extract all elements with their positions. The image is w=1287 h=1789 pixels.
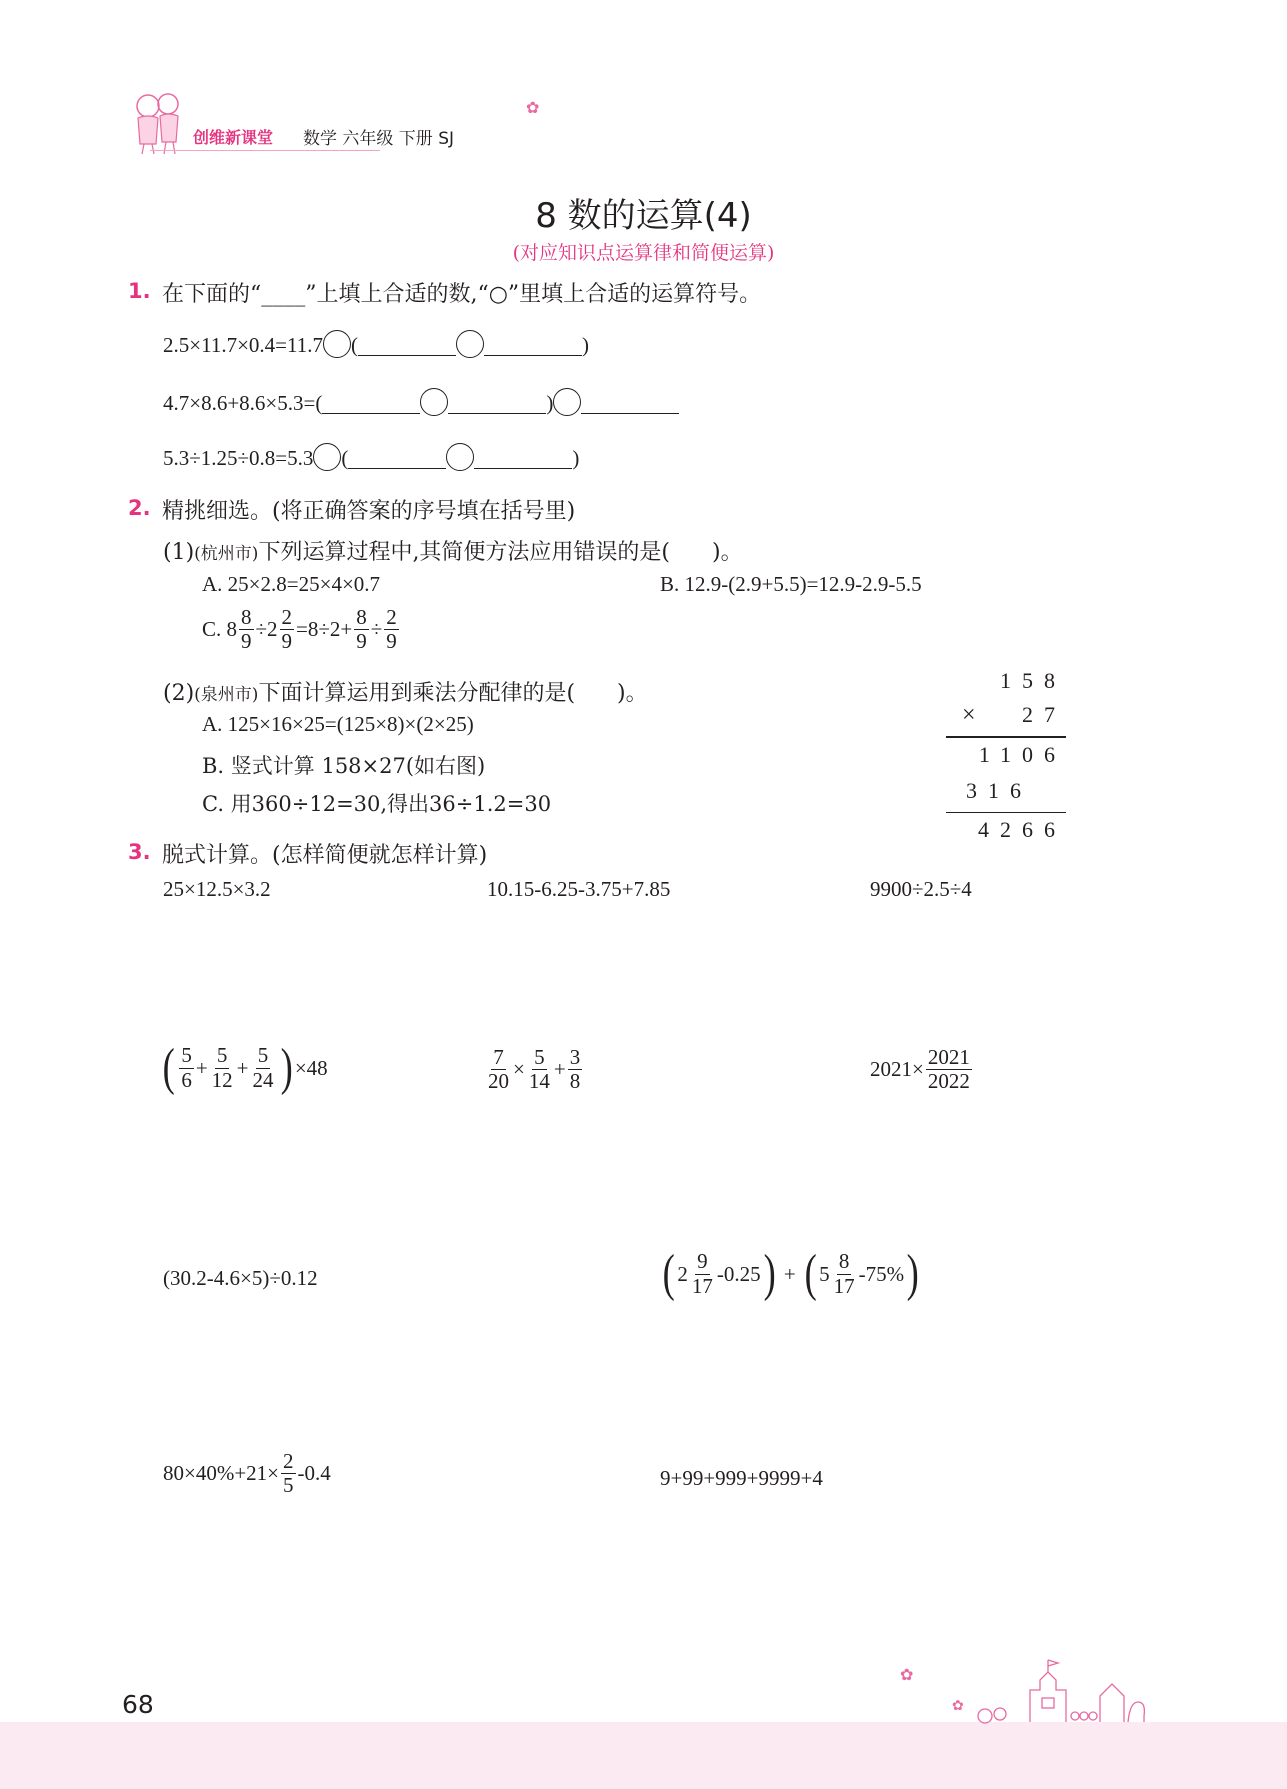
numerator: 5 (181, 1043, 192, 1068)
denominator: 12 (211, 1067, 233, 1092)
denominator: 6 (181, 1067, 192, 1092)
numerator: 7 (493, 1045, 504, 1069)
answer-blank[interactable] (358, 333, 456, 356)
numerator: 5 (216, 1043, 228, 1068)
sub-question-2 (163, 676, 648, 707)
fraction (690, 1250, 715, 1297)
paren: ) (763, 1245, 776, 1302)
whole-part: 5 (819, 1261, 830, 1286)
source-tag: (泉州市) (194, 685, 259, 705)
operator: × (513, 1057, 525, 1082)
operator: + (236, 1055, 249, 1080)
paren: )。 (617, 681, 648, 706)
answer-blank[interactable] (474, 446, 572, 469)
page-number: 68 (122, 1690, 154, 1719)
brand-name: 创维新课堂 (193, 128, 274, 147)
fraction (926, 1046, 972, 1093)
option-text: =8÷2+ (296, 617, 353, 642)
denominator: 5 (283, 1473, 294, 1498)
paren: ( (315, 391, 323, 415)
sub-question-text: 下列运算过程中,其简便方法应用错误的是( (258, 540, 671, 565)
fraction (354, 606, 369, 653)
expression-text: -0.25 (716, 1261, 761, 1286)
denominator: 24 (252, 1067, 274, 1092)
option-c (202, 606, 401, 653)
paren: ) (280, 1039, 293, 1096)
question-number: 2. (128, 496, 151, 520)
header-illustration (128, 88, 188, 156)
denominator: 17 (691, 1273, 713, 1298)
castle-illustration (880, 1650, 1170, 1726)
expression-text: 2021× (870, 1057, 924, 1082)
fraction (568, 1046, 583, 1093)
subject-line: 数学 六年级 下册 SJ (303, 129, 455, 149)
calc-expression-3: 9900÷2.5÷4 (870, 877, 972, 901)
vc-result: 4266 (978, 817, 1066, 842)
page-title: 8 数的运算(4) (535, 196, 752, 236)
calc-expression-8 (660, 1245, 921, 1302)
denominator: 8 (569, 1069, 581, 1094)
fraction (281, 1450, 296, 1497)
paren: ( (662, 1245, 675, 1302)
sub-label: (1) (163, 540, 195, 565)
option-a: A. 125×16×25=(125×8)×(2×25) (202, 712, 474, 736)
numerator: 2 (386, 605, 397, 629)
operator: + (195, 1055, 208, 1080)
paren: ) (546, 391, 554, 415)
paren: ) (906, 1245, 919, 1302)
sub-question-text: 下面计算运用到乘法分配律的是( (258, 681, 576, 706)
calc-expression-5 (484, 1046, 584, 1093)
flower-icon: ✿ (526, 98, 540, 117)
calc-expression-2: 10.15-6.25-3.75+7.85 (487, 877, 671, 901)
sub-question-1 (163, 535, 743, 566)
paren: ( (350, 333, 358, 357)
times-sign: × (962, 702, 976, 728)
question-prompt: 在下面的“____”上填上合适的数,“○”里填上合适的运算符号。 (162, 282, 762, 307)
fraction (832, 1250, 857, 1297)
answer-blank[interactable] (348, 446, 446, 469)
svg-text:✿: ✿ (952, 1698, 964, 1714)
expression-text: 4.7×8.6+8.6×5.3= (163, 391, 316, 415)
svg-text:✿: ✿ (900, 1665, 914, 1684)
vc-multiplier: 27 (1022, 702, 1066, 727)
fraction (179, 1044, 194, 1091)
calc-expression-6 (870, 1046, 974, 1093)
answer-blank[interactable] (484, 333, 582, 356)
numerator: 2 (283, 1449, 294, 1473)
expression-text: ×48 (294, 1055, 328, 1080)
fraction (384, 606, 399, 653)
vc-partial-1: 1106 (978, 741, 1066, 767)
operator-circle[interactable] (420, 388, 448, 416)
denominator: 9 (281, 629, 293, 654)
option-text: C. 8 (202, 617, 238, 642)
question-number: 3. (128, 840, 151, 864)
sub-label: (2) (163, 681, 195, 706)
numerator: 2 (281, 605, 293, 629)
page-subtitle: (对应知识点运算律和简便运算) (512, 242, 775, 264)
answer-blank[interactable] (322, 391, 420, 414)
denominator: 2022 (927, 1069, 970, 1094)
option-b: B. 12.9-(2.9+5.5)=12.9-2.9-5.5 (660, 572, 922, 596)
expression-text: 2.5×11.7×0.4=11.7 (163, 333, 323, 357)
fraction (210, 1044, 235, 1091)
vc-multiplicand: 158 (1000, 668, 1066, 693)
expression-text: -0.4 (297, 1461, 331, 1486)
numerator: 8 (838, 1249, 850, 1274)
vc-multiplier-row (946, 702, 1066, 736)
question-prompt: 精挑细选。(将正确答案的序号填在括号里) (162, 499, 576, 524)
paren: ( (162, 1039, 175, 1096)
fraction (486, 1046, 511, 1093)
denominator: 9 (241, 629, 252, 654)
denominator: 9 (356, 629, 367, 654)
operator-circle[interactable] (456, 330, 484, 358)
source-tag: (杭州市) (194, 544, 259, 564)
calc-expression-7: (30.2-4.6×5)÷0.12 (163, 1266, 318, 1290)
option-b: B. 竖式计算 158×27(如右图) (202, 754, 486, 778)
numerator: 2021 (927, 1045, 970, 1069)
fill-line-3 (163, 443, 579, 471)
denominator: 20 (488, 1069, 509, 1094)
calc-expression-10: 9+99+999+9999+4 (660, 1466, 823, 1490)
fraction (239, 606, 254, 653)
expression-text: -75% (858, 1261, 905, 1286)
question-prompt: 脱式计算。(怎样简便就怎样计算) (162, 843, 488, 868)
calc-expression-9 (163, 1450, 331, 1497)
denominator: 9 (386, 629, 397, 654)
header-divider (150, 150, 380, 151)
fraction (251, 1044, 276, 1091)
footer-band (0, 1722, 1287, 1789)
paren: ) (581, 333, 589, 357)
option-text: ÷2 (255, 617, 278, 642)
numerator: 3 (569, 1045, 581, 1069)
fraction (527, 1046, 552, 1093)
answer-blank[interactable] (448, 391, 546, 414)
option-c: C. 用360÷12=30,得出36÷1.2=30 (202, 792, 552, 816)
answer-blank[interactable] (581, 391, 679, 414)
calc-expression-4 (160, 1039, 328, 1096)
fill-line-2 (163, 388, 679, 416)
numerator: 8 (356, 605, 367, 629)
operator-circle[interactable] (446, 443, 474, 471)
operator-circle[interactable] (313, 443, 341, 471)
operator-circle[interactable] (323, 330, 351, 358)
operator-circle[interactable] (553, 388, 581, 416)
numerator: 5 (257, 1043, 269, 1068)
option-a: A. 25×2.8=25×4×0.7 (202, 572, 381, 596)
paren: ( (341, 446, 349, 470)
numerator: 5 (534, 1045, 545, 1069)
fill-line-1 (163, 330, 589, 358)
numerator: 8 (241, 605, 252, 629)
operator: + (553, 1057, 566, 1082)
option-text: ÷ (370, 617, 383, 642)
fraction (280, 606, 295, 653)
paren: ( (804, 1245, 817, 1302)
paren: ) (572, 446, 580, 470)
calc-expression-1: 25×12.5×3.2 (163, 877, 271, 901)
operator: + (783, 1261, 796, 1286)
expression-text: 5.3÷1.25÷0.8=5.3 (163, 446, 314, 470)
denominator: 14 (528, 1069, 550, 1094)
expression-text: 80×40%+21× (163, 1461, 280, 1486)
numerator: 9 (697, 1249, 708, 1274)
paren: )。 (712, 540, 743, 565)
question-number: 1. (128, 279, 151, 303)
vertical-calculation (946, 668, 1066, 843)
whole-part: 2 (677, 1261, 688, 1286)
denominator: 17 (833, 1273, 855, 1298)
vc-partial-2: 316 (966, 777, 1032, 803)
